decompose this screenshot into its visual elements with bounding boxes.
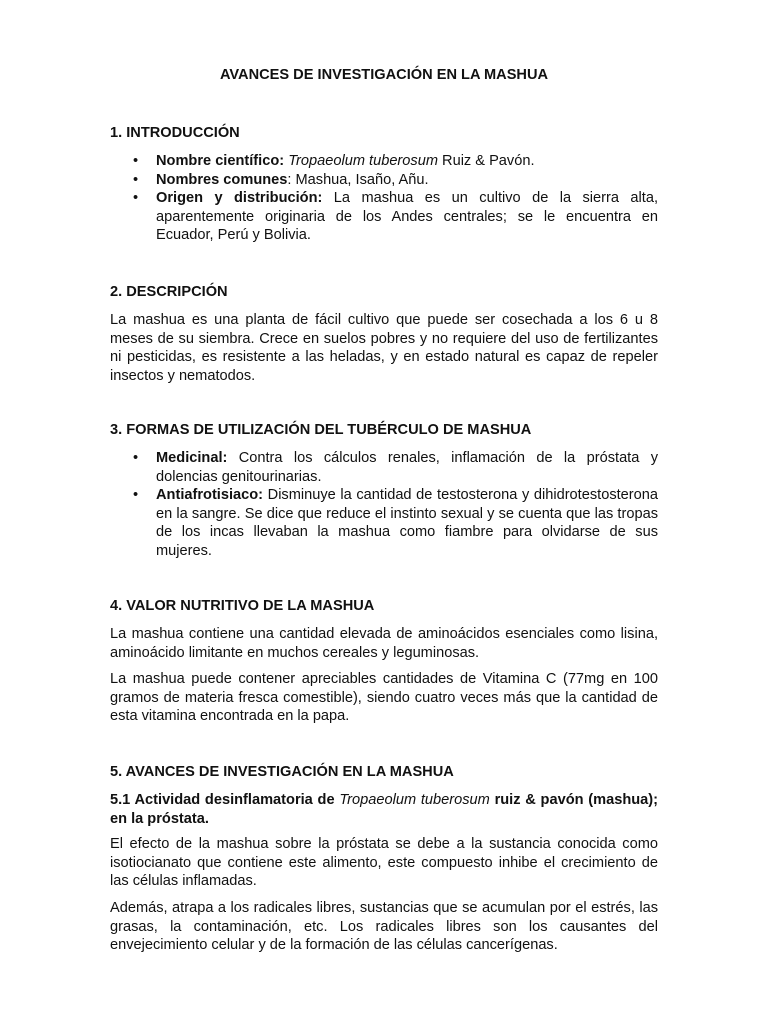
item-label: Medicinal: [156,450,228,466]
section-3-heading: 3. FORMAS DE UTILIZACIÓN DEL TUBÉRCULO DE MASHUA [110,422,532,438]
bullet-icon: • [133,450,139,466]
bullet-icon: • [133,487,139,504]
item-text: Contra los cálculos renales, inflamación de la próstata y dolencias genitourinarias. [156,450,658,485]
scientific-name: Tropaeolum tuberosum [339,792,490,808]
list-item [110,171,658,190]
document-title: AVANCES DE INVESTIGACIÓN EN LA MASHUA [219,67,549,83]
item-text: Disminuye la cantidad de testosterona y dihidrotestosterona en la sangre. Se dice que reduce el instinto sexual y se cuenta que las tropas de los incas llevaban la mashua como fiambre para olvidarse de sus mujeres. [156,487,658,559]
scientific-name: Tropaeolum tuberosum [288,153,438,169]
section-4-heading: 4. VALOR NUTRITIVO DE LA MASHUA [110,598,375,614]
section-5-paragraph-2: Además, atrapa a los radicales libres, sustancias que se acumulan por el estrés, las grasas, la contaminación, etc. Los radicales libres son los causantes del envejecimiento celular y de la formación de las células cancerígenas. [110,900,658,954]
item-label: Nombre científico: [156,153,285,169]
list-item [110,189,658,245]
item-text: Ruiz & Pavón. [437,153,535,169]
item-label: Origen y distribución: [156,190,323,207]
section-5-heading: 5. AVANCES DE INVESTIGACIÓN EN LA MASHUA [110,764,454,780]
subheading-part-2: ruiz & pavón (mashua); en la próstata. [110,792,659,827]
bullet-icon: • [133,171,139,188]
section-2-heading: 2. DESCRIPCIÓN [110,284,228,300]
bullet-icon: • [133,190,139,207]
item-text: : Mashua, Isaño, Añu. [287,171,429,188]
section-5-paragraph-1: El efecto de la mashua sobre la próstata se debe a la sustancia conocida como isotiocianato que contiene este alimento, este compuesto inhibe el crecimiento de las células inflamadas. [110,836,658,890]
section-4-paragraph-2: La mashua puede contener apreciables cantidades de Vitamina C (77mg en 100 gramos de materia fresca comestible), siendo cuatro veces más que la cantidad de esta vitamina encontrada en la papa. [110,671,658,725]
list-item [110,152,658,171]
section-5-subheading [110,791,658,828]
subheading-part-1: 5.1 Actividad desinflamatoria de [110,792,340,808]
section-1-list [110,152,658,245]
item-label: Antiafrotisiaco: [156,487,264,504]
bullet-icon: • [133,153,139,169]
list-item [110,486,658,560]
list-item [110,449,658,486]
section-3-list [110,449,658,561]
section-1-heading: 1. INTRODUCCIÓN [110,125,240,141]
section-2-paragraph: La mashua es una planta de fácil cultivo que puede ser cosechada a los 6 u 8 meses de su siembra. Crece en suelos pobres y no requiere del uso de fertilizantes ni pesticidas, es resistente a las heladas, y en estado natural es capaz de repeler insectos y nematodos. [110,312,658,384]
item-label: Nombres comunes [156,171,288,188]
item-text: La mashua es un cultivo de la sierra alta, aparentemente originaria de los Andes centrales; se le encuentra en Ecuador, Perú y Bolivia. [156,190,659,244]
section-4-paragraph-1: La mashua contiene una cantidad elevada de aminoácidos esenciales como lisina, aminoácido limitante en muchos cereales y leguminosas. [110,626,658,661]
